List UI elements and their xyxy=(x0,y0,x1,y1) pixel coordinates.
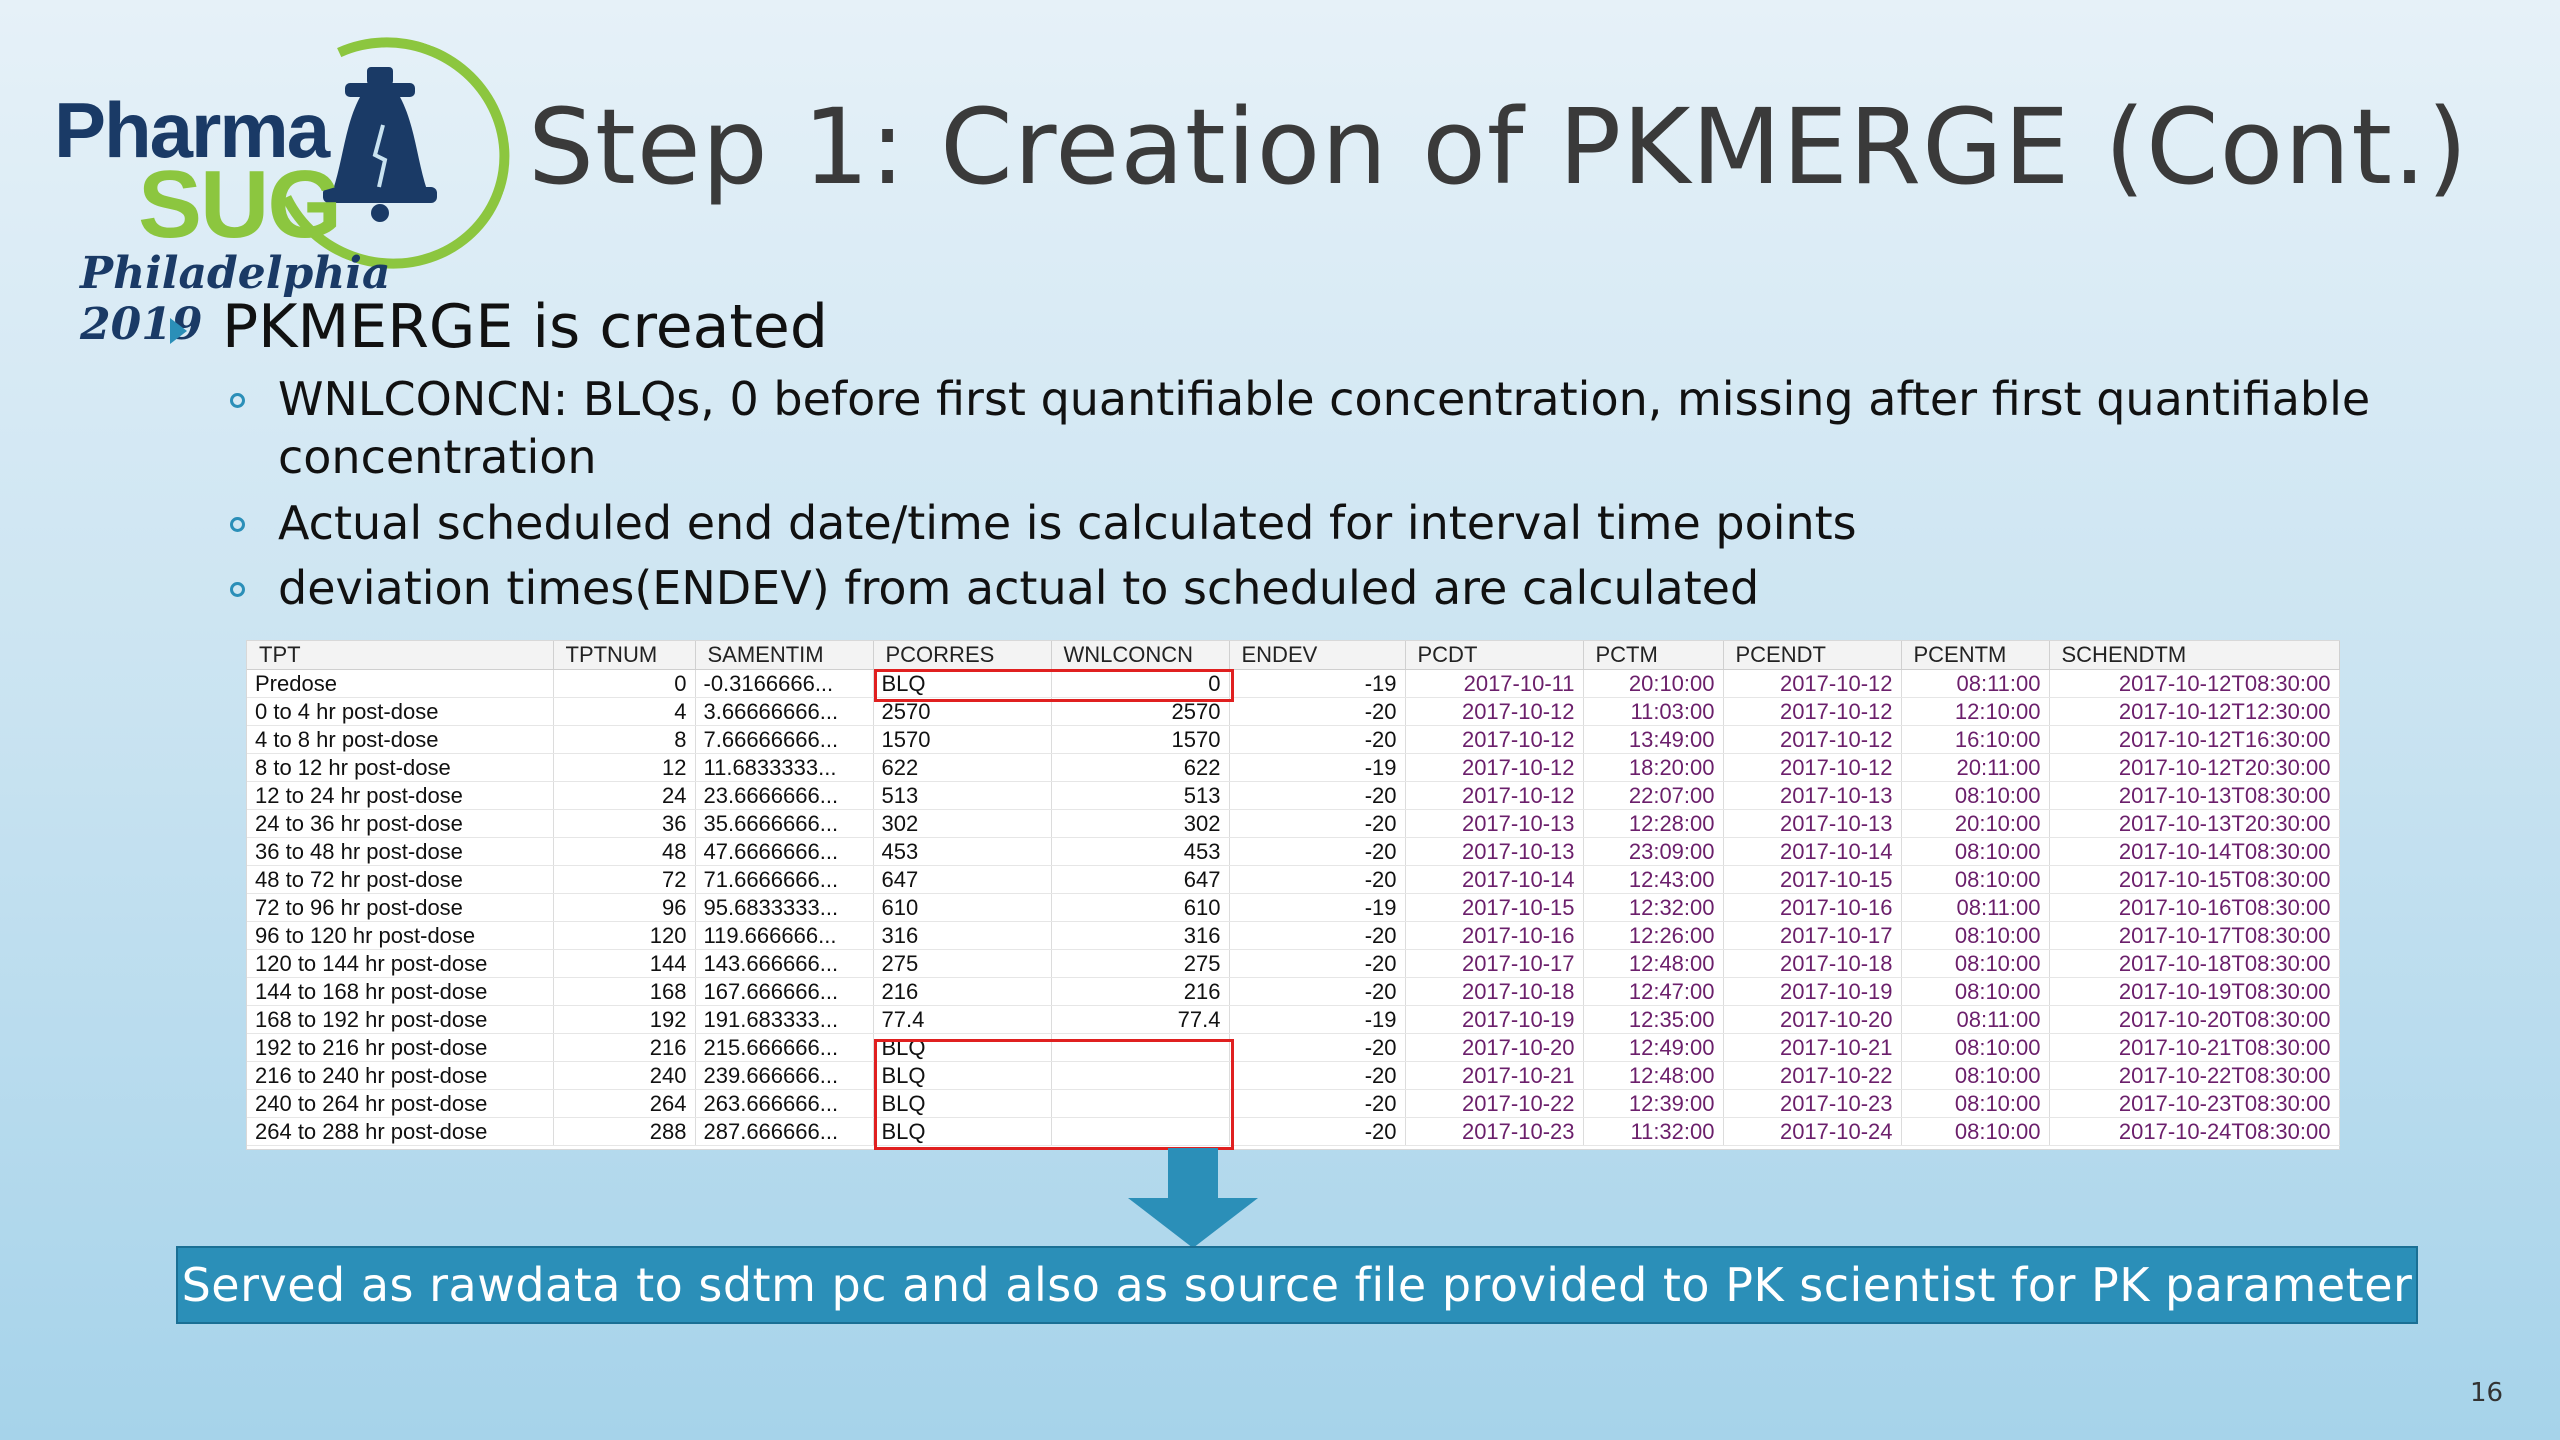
down-arrow-icon xyxy=(1128,1148,1258,1248)
table-cell: 20:10:00 xyxy=(1901,810,2049,838)
table-cell: 2017-10-12 xyxy=(1405,782,1583,810)
logo-sug-text: SUG xyxy=(138,151,341,258)
table-cell: 3.66666666... xyxy=(695,698,873,726)
table-cell: 08:11:00 xyxy=(1901,670,2049,698)
table-cell: 647 xyxy=(1051,866,1229,894)
table-row xyxy=(247,950,2339,978)
table-header-row xyxy=(247,641,2339,670)
table-cell: -0.3166666... xyxy=(695,670,873,698)
column-header: SAMENTIM xyxy=(695,641,873,670)
table-cell: 0 to 4 hr post-dose xyxy=(247,698,553,726)
table-cell: 2017-10-16T08:30:00 xyxy=(2049,894,2339,922)
page-number: 16 xyxy=(2470,1378,2504,1408)
table-cell: 12:35:00 xyxy=(1583,1006,1723,1034)
table-cell: -19 xyxy=(1229,1006,1405,1034)
column-header: PCTM xyxy=(1583,641,1723,670)
table-cell: 2017-10-15 xyxy=(1723,866,1901,894)
table-row xyxy=(247,726,2339,754)
table-cell: -20 xyxy=(1229,1118,1405,1146)
logo-pharma-text: Pharma xyxy=(54,86,329,174)
table-cell: 216 xyxy=(553,1034,695,1062)
table-cell: 622 xyxy=(1051,754,1229,782)
table-row xyxy=(247,1118,2339,1146)
table-cell: 240 xyxy=(553,1062,695,1090)
table-cell: 192 to 216 hr post-dose xyxy=(247,1034,553,1062)
table-cell: 316 xyxy=(1051,922,1229,950)
table-row xyxy=(247,1062,2339,1090)
table-cell: 2570 xyxy=(873,698,1051,726)
table-cell: -20 xyxy=(1229,782,1405,810)
table-cell: Predose xyxy=(247,670,553,698)
triangle-bullet-icon xyxy=(170,318,187,344)
table-cell: 264 xyxy=(553,1090,695,1118)
table-cell: 144 to 168 hr post-dose xyxy=(247,978,553,1006)
table-row xyxy=(247,922,2339,950)
table-cell: 24 to 36 hr post-dose xyxy=(247,810,553,838)
table-cell: 2017-10-23 xyxy=(1723,1090,1901,1118)
table-cell: 216 to 240 hr post-dose xyxy=(247,1062,553,1090)
table-cell: 143.666666... xyxy=(695,950,873,978)
column-header: TPTNUM xyxy=(553,641,695,670)
table-cell: 2017-10-16 xyxy=(1405,922,1583,950)
table-cell: 2017-10-12 xyxy=(1723,754,1901,782)
table-cell: 77.4 xyxy=(873,1006,1051,1034)
table-cell: 2017-10-12T12:30:00 xyxy=(2049,698,2339,726)
table-cell: 513 xyxy=(1051,782,1229,810)
table-cell: 08:10:00 xyxy=(1901,1090,2049,1118)
table-cell: 168 to 192 hr post-dose xyxy=(247,1006,553,1034)
circle-bullet-icon xyxy=(230,393,245,408)
table-cell: 08:10:00 xyxy=(1901,866,2049,894)
table-cell: BLQ xyxy=(873,1118,1051,1146)
table-cell: 647 xyxy=(873,866,1051,894)
table-cell: 2017-10-12 xyxy=(1723,698,1901,726)
column-header: WNLCONCN xyxy=(1051,641,1229,670)
table-cell: 2017-10-19 xyxy=(1723,978,1901,1006)
table-cell: 316 xyxy=(873,922,1051,950)
table-cell: 2017-10-13T20:30:00 xyxy=(2049,810,2339,838)
table-cell: 2017-10-23T08:30:00 xyxy=(2049,1090,2339,1118)
column-header: SCHENDTM xyxy=(2049,641,2339,670)
table-cell: 24 xyxy=(553,782,695,810)
table-cell: 215.666666... xyxy=(695,1034,873,1062)
table-cell: 2017-10-15T08:30:00 xyxy=(2049,866,2339,894)
table-cell: 239.666666... xyxy=(695,1062,873,1090)
table-cell: 120 xyxy=(553,922,695,950)
table-cell: 2017-10-14 xyxy=(1405,866,1583,894)
table-row xyxy=(247,894,2339,922)
table-cell: 2017-10-17 xyxy=(1723,922,1901,950)
table-cell: 2017-10-12 xyxy=(1405,754,1583,782)
table-cell: 2017-10-15 xyxy=(1405,894,1583,922)
table-row xyxy=(247,1034,2339,1062)
table-cell: 275 xyxy=(1051,950,1229,978)
table-cell: 2017-10-13T08:30:00 xyxy=(2049,782,2339,810)
table-cell: -20 xyxy=(1229,810,1405,838)
table-cell: 2017-10-20 xyxy=(1405,1034,1583,1062)
table-cell: 12:48:00 xyxy=(1583,1062,1723,1090)
table-cell: -20 xyxy=(1229,726,1405,754)
column-header: PCENTM xyxy=(1901,641,2049,670)
table-row xyxy=(247,698,2339,726)
table-cell: 263.666666... xyxy=(695,1090,873,1118)
table-cell: 11.6833333... xyxy=(695,754,873,782)
table-cell: 453 xyxy=(873,838,1051,866)
table-cell: 2017-10-21 xyxy=(1405,1062,1583,1090)
table-cell: -20 xyxy=(1229,866,1405,894)
main-bullet: PKMERGE is created xyxy=(222,292,828,362)
table-cell: -20 xyxy=(1229,1090,1405,1118)
table-cell: 72 xyxy=(553,866,695,894)
table-cell: 2017-10-23 xyxy=(1405,1118,1583,1146)
table-cell: 96 to 120 hr post-dose xyxy=(247,922,553,950)
table-cell: -19 xyxy=(1229,894,1405,922)
table-cell: 08:10:00 xyxy=(1901,782,2049,810)
table-cell: 287.666666... xyxy=(695,1118,873,1146)
table-cell: -19 xyxy=(1229,670,1405,698)
table-cell: 8 to 12 hr post-dose xyxy=(247,754,553,782)
table-cell: 12:28:00 xyxy=(1583,810,1723,838)
sub-bullet-3: deviation times(ENDEV) from actual to scheduled are calculated xyxy=(278,561,1760,615)
table-cell: 2017-10-13 xyxy=(1723,810,1901,838)
table-row xyxy=(247,866,2339,894)
table-row xyxy=(247,838,2339,866)
table-cell: 288 xyxy=(553,1118,695,1146)
table-cell: 12:39:00 xyxy=(1583,1090,1723,1118)
table-cell: 36 xyxy=(553,810,695,838)
table-cell: 2017-10-17T08:30:00 xyxy=(2049,922,2339,950)
table-cell: 08:10:00 xyxy=(1901,950,2049,978)
table-cell: BLQ xyxy=(873,670,1051,698)
table-cell: 22:07:00 xyxy=(1583,782,1723,810)
table-cell: 23:09:00 xyxy=(1583,838,1723,866)
column-header: PCORRES xyxy=(873,641,1051,670)
table-cell: 2017-10-22 xyxy=(1723,1062,1901,1090)
table-cell: 2017-10-14 xyxy=(1723,838,1901,866)
table-cell: 2017-10-21T08:30:00 xyxy=(2049,1034,2339,1062)
table-row xyxy=(247,1090,2339,1118)
table-cell: 2017-10-22T08:30:00 xyxy=(2049,1062,2339,1090)
table-row xyxy=(247,1006,2339,1034)
table-cell: 2017-10-16 xyxy=(1723,894,1901,922)
table-cell: 2017-10-19 xyxy=(1405,1006,1583,1034)
table-cell: 622 xyxy=(873,754,1051,782)
table-cell: 2017-10-14T08:30:00 xyxy=(2049,838,2339,866)
table-cell: 12 xyxy=(553,754,695,782)
table-cell: 20:10:00 xyxy=(1583,670,1723,698)
table-cell: 2017-10-20 xyxy=(1723,1006,1901,1034)
table-cell: 71.6666666... xyxy=(695,866,873,894)
table-cell: -20 xyxy=(1229,1034,1405,1062)
table-cell: 2017-10-24T08:30:00 xyxy=(2049,1118,2339,1146)
table-cell: 2017-10-13 xyxy=(1405,810,1583,838)
table-cell: -20 xyxy=(1229,1062,1405,1090)
table-row xyxy=(247,782,2339,810)
table-cell: 77.4 xyxy=(1051,1006,1229,1034)
table-cell: 12:47:00 xyxy=(1583,978,1723,1006)
table-cell: 12:49:00 xyxy=(1583,1034,1723,1062)
table-cell: 2017-10-17 xyxy=(1405,950,1583,978)
slide-title: Step 1: Creation of PKMERGE (Cont.) xyxy=(528,86,2469,208)
table-cell: 2017-10-21 xyxy=(1723,1034,1901,1062)
table-cell: 167.666666... xyxy=(695,978,873,1006)
pharmasug-logo xyxy=(50,30,480,350)
table-cell: 2570 xyxy=(1051,698,1229,726)
logo-city-text: Philadelphia 2019 xyxy=(80,248,391,350)
table-cell: 08:11:00 xyxy=(1901,894,2049,922)
table-cell: 513 xyxy=(873,782,1051,810)
highlight-box-missing xyxy=(874,1039,1234,1150)
circle-bullet-icon xyxy=(230,582,245,597)
highlight-box-predose xyxy=(874,669,1234,702)
table-cell: 08:10:00 xyxy=(1901,1118,2049,1146)
table-cell: 4 xyxy=(553,698,695,726)
table-cell: 48 xyxy=(553,838,695,866)
table-cell: 216 xyxy=(1051,978,1229,1006)
table-cell: 144 xyxy=(553,950,695,978)
table-cell: 2017-10-18 xyxy=(1405,978,1583,1006)
table-cell: -20 xyxy=(1229,922,1405,950)
table-cell: 191.683333... xyxy=(695,1006,873,1034)
table-row xyxy=(247,670,2339,698)
table-cell: 2017-10-13 xyxy=(1723,782,1901,810)
table-cell: 95.6833333... xyxy=(695,894,873,922)
table-cell: 12:26:00 xyxy=(1583,922,1723,950)
table-row xyxy=(247,810,2339,838)
table-cell: -20 xyxy=(1229,950,1405,978)
circle-bullet-icon xyxy=(230,517,245,532)
table-cell: -20 xyxy=(1229,838,1405,866)
table-cell: BLQ xyxy=(873,1062,1051,1090)
table-cell: 302 xyxy=(1051,810,1229,838)
table-cell: 11:32:00 xyxy=(1583,1118,1723,1146)
table-cell: 275 xyxy=(873,950,1051,978)
table-cell: 18:20:00 xyxy=(1583,754,1723,782)
table-cell: 08:10:00 xyxy=(1901,1034,2049,1062)
table-cell: 08:10:00 xyxy=(1901,978,2049,1006)
column-header: PCENDT xyxy=(1723,641,1901,670)
table-cell: 20:11:00 xyxy=(1901,754,2049,782)
table-cell: 12 to 24 hr post-dose xyxy=(247,782,553,810)
table-cell: 119.666666... xyxy=(695,922,873,950)
table-row xyxy=(247,978,2339,1006)
table-cell: -20 xyxy=(1229,698,1405,726)
table-cell: 12:32:00 xyxy=(1583,894,1723,922)
table-cell: 08:10:00 xyxy=(1901,1062,2049,1090)
table-cell: 12:48:00 xyxy=(1583,950,1723,978)
column-header: PCDT xyxy=(1405,641,1583,670)
table-cell: 47.6666666... xyxy=(695,838,873,866)
table-cell: 192 xyxy=(553,1006,695,1034)
table-cell: 610 xyxy=(1051,894,1229,922)
sub-bullet-1: WNLCONCN: BLQs, 0 before first quantifiable concentration, missing after first quantifiable concentration xyxy=(278,372,2371,484)
table-cell: 2017-10-12T16:30:00 xyxy=(2049,726,2339,754)
table-row xyxy=(247,754,2339,782)
table-cell: 13:49:00 xyxy=(1583,726,1723,754)
column-header: ENDEV xyxy=(1229,641,1405,670)
table-cell: 302 xyxy=(873,810,1051,838)
column-header: TPT xyxy=(247,641,553,670)
table-cell: 12:43:00 xyxy=(1583,866,1723,894)
table-cell: 23.6666666... xyxy=(695,782,873,810)
table-cell: 2017-10-12T20:30:00 xyxy=(2049,754,2339,782)
table-cell: 36 to 48 hr post-dose xyxy=(247,838,553,866)
table-cell: 08:10:00 xyxy=(1901,922,2049,950)
table-cell: 2017-10-12T08:30:00 xyxy=(2049,670,2339,698)
table-cell: 11:03:00 xyxy=(1583,698,1723,726)
table-cell: 453 xyxy=(1051,838,1229,866)
table-cell: 2017-10-12 xyxy=(1405,726,1583,754)
pkmerge-table xyxy=(246,640,2340,1150)
table-cell: 2017-10-18T08:30:00 xyxy=(2049,950,2339,978)
table-cell: 2017-10-22 xyxy=(1405,1090,1583,1118)
sub-bullet-2: Actual scheduled end date/time is calculated for interval time points xyxy=(278,496,1857,550)
table-cell: 1570 xyxy=(1051,726,1229,754)
table-cell: -20 xyxy=(1229,978,1405,1006)
table-cell: 08:11:00 xyxy=(1901,1006,2049,1034)
table-cell: 96 xyxy=(553,894,695,922)
table-cell: 4 to 8 hr post-dose xyxy=(247,726,553,754)
table-cell: 48 to 72 hr post-dose xyxy=(247,866,553,894)
table-cell: 7.66666666... xyxy=(695,726,873,754)
table-cell: 168 xyxy=(553,978,695,1006)
table-cell: 2017-10-12 xyxy=(1405,698,1583,726)
table-cell: 0 xyxy=(553,670,695,698)
summary-banner: Served as rawdata to sdtm pc and also as source file provided to PK scientist for PK parameter xyxy=(176,1246,2418,1324)
table-cell: 2017-10-11 xyxy=(1405,670,1583,698)
table-cell: BLQ xyxy=(873,1090,1051,1118)
table-cell: 2017-10-12 xyxy=(1723,670,1901,698)
table-cell: 216 xyxy=(873,978,1051,1006)
table-cell: -19 xyxy=(1229,754,1405,782)
table-cell: 0 xyxy=(1051,670,1229,698)
table-cell: 264 to 288 hr post-dose xyxy=(247,1118,553,1146)
table-cell: 240 to 264 hr post-dose xyxy=(247,1090,553,1118)
table-cell: 2017-10-19T08:30:00 xyxy=(2049,978,2339,1006)
table-cell: 610 xyxy=(873,894,1051,922)
table-cell: 2017-10-20T08:30:00 xyxy=(2049,1006,2339,1034)
table-cell: 08:10:00 xyxy=(1901,838,2049,866)
table-cell: 2017-10-13 xyxy=(1405,838,1583,866)
table-cell: 120 to 144 hr post-dose xyxy=(247,950,553,978)
table-cell: 16:10:00 xyxy=(1901,726,2049,754)
table-cell: 1570 xyxy=(873,726,1051,754)
table-cell: 12:10:00 xyxy=(1901,698,2049,726)
table-cell: 35.6666666... xyxy=(695,810,873,838)
table-cell: 2017-10-24 xyxy=(1723,1118,1901,1146)
table-cell: 2017-10-18 xyxy=(1723,950,1901,978)
table-cell: 8 xyxy=(553,726,695,754)
table-body xyxy=(247,670,2339,1146)
table-cell: 2017-10-12 xyxy=(1723,726,1901,754)
table-cell: 72 to 96 hr post-dose xyxy=(247,894,553,922)
table-cell: BLQ xyxy=(873,1034,1051,1062)
